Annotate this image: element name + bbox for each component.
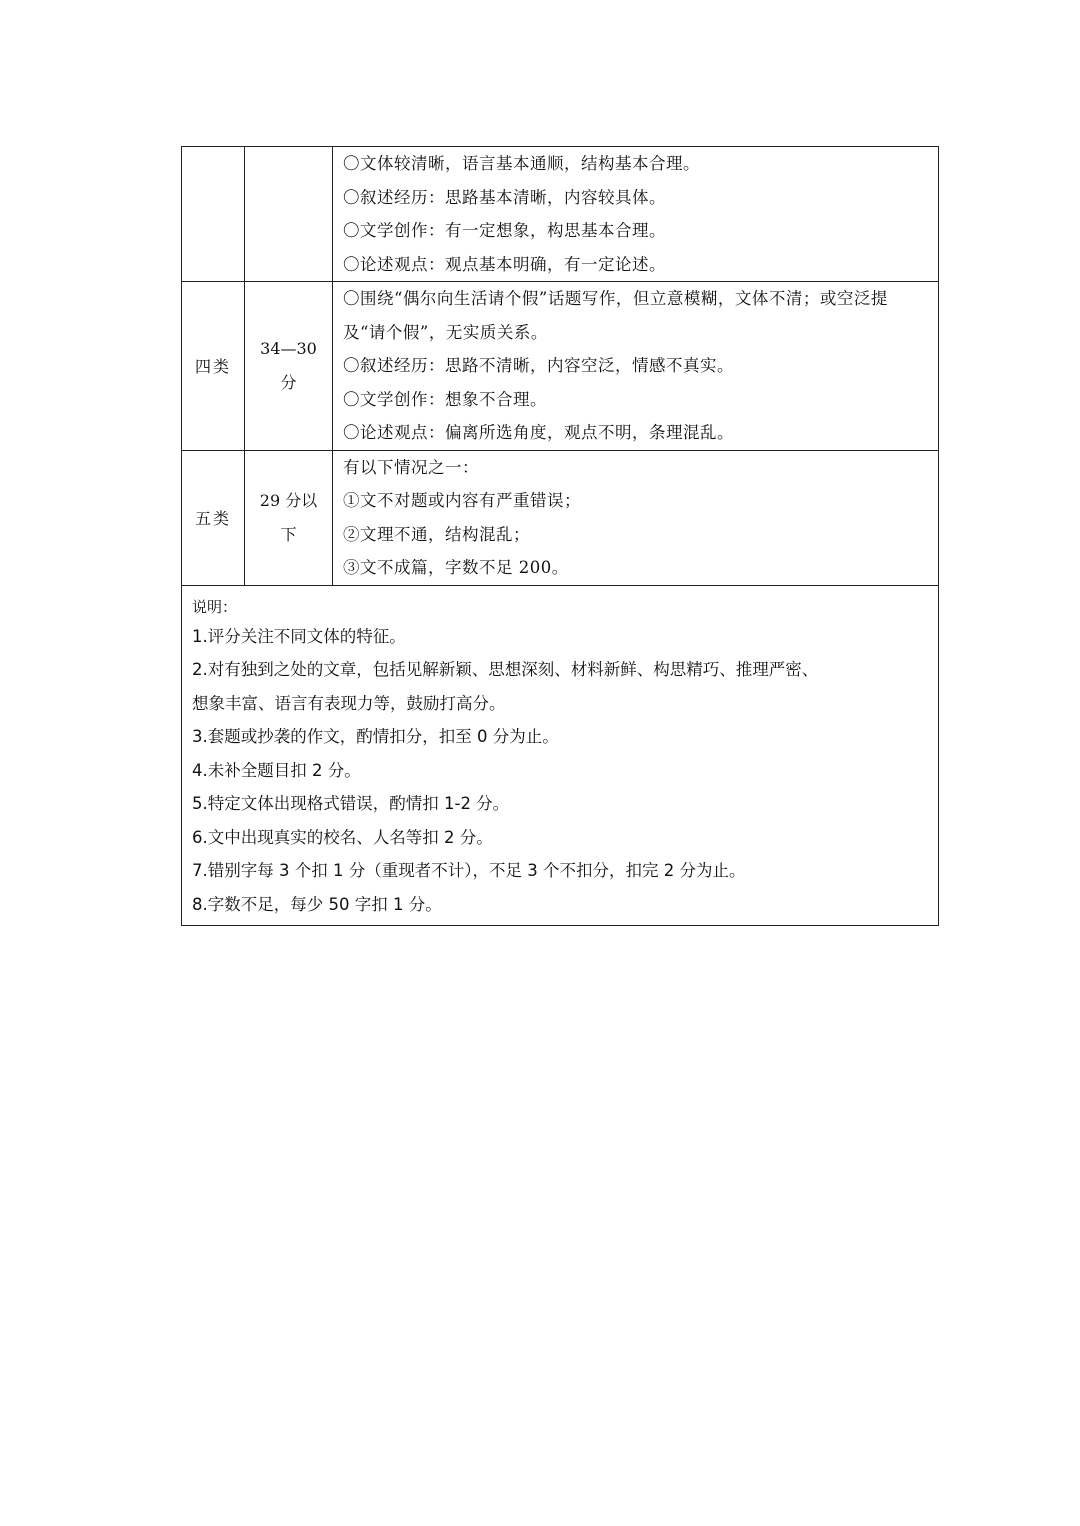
- criteria-cell: [333, 147, 939, 282]
- note-item: 2.对有独到之处的文章，包括见解新颖、思想深刻、材料新鲜、构思精巧、推理严密、: [192, 660, 819, 679]
- note-item: 4.未补全题目扣 2 分。: [192, 760, 361, 780]
- rubric-row-four: [182, 282, 939, 451]
- notes-row: [182, 585, 939, 926]
- score-unit: 下: [280, 524, 297, 544]
- criteria-cell: [333, 450, 939, 585]
- category-cell: [182, 282, 245, 451]
- score-cell: [245, 282, 333, 451]
- criteria-line: ③文不成篇，字数不足 200。: [343, 558, 569, 577]
- note-item: 想象丰富、语言有表现力等，鼓励打高分。: [192, 693, 506, 713]
- category-cell: [182, 450, 245, 585]
- note-item: 6.文中出现真实的校名、人名等扣 2 分。: [192, 827, 493, 847]
- criteria-line: 〇围绕“偶尔向生活请个假”话题写作，但立意模糊，文体不清；或空泛提及“请个假”，无实质关系。: [343, 289, 888, 342]
- category-cell: [182, 147, 245, 282]
- score-range: 29 分以: [259, 490, 318, 510]
- note-item: 3.套题或抄袭的作文，酌情扣分，扣至 0 分为止。: [192, 727, 559, 746]
- criteria-line: 有以下情况之一：: [343, 457, 479, 477]
- score-cell: [245, 450, 333, 585]
- note-item: 7.错别字每 3 个扣 1 分（重现者不计），不足 3 个不扣分，扣完 2 分为止。: [192, 861, 746, 880]
- criteria-line: 〇叙述经历：思路不清晰，内容空泛，情感不真实。: [343, 356, 734, 375]
- rubric-row-five: [182, 450, 939, 585]
- criteria-line: 〇论述观点：观点基本明确，有一定论述。: [343, 254, 666, 274]
- category-label: 五类: [194, 509, 231, 528]
- criteria-line: 〇文学创作：有一定想象，构思基本合理。: [343, 221, 666, 240]
- score-cell: [245, 147, 333, 282]
- note-item: 5.特定文体出现格式错误，酌情扣 1-2 分。: [192, 794, 510, 813]
- note-item: 1.评分关注不同文体的特征。: [192, 626, 406, 646]
- note-item: 8.字数不足，每少 50 字扣 1 分。: [192, 894, 442, 914]
- score-range: 34—30: [260, 338, 317, 358]
- criteria-line: 〇论述观点：偏离所选角度，观点不明，条理混乱。: [343, 423, 734, 442]
- notes-cell: [182, 585, 939, 926]
- category-label: 四类: [194, 357, 231, 377]
- criteria-cell: [333, 282, 939, 451]
- rubric-row-three: [182, 147, 939, 282]
- criteria-line: ①文不对题或内容有严重错误；: [343, 491, 581, 510]
- criteria-line: 〇文学创作：想象不合理。: [343, 389, 547, 409]
- criteria-line: ②文理不通，结构混乱；: [343, 524, 530, 544]
- criteria-line: 〇文体较清晰，语言基本通顺，结构基本合理。: [343, 154, 700, 173]
- criteria-line: 〇叙述经历：思路基本清晰，内容较具体。: [343, 187, 666, 207]
- notes-heading: 说明：: [192, 597, 238, 616]
- score-unit: 分: [280, 372, 297, 392]
- grading-rubric-table: [181, 146, 939, 926]
